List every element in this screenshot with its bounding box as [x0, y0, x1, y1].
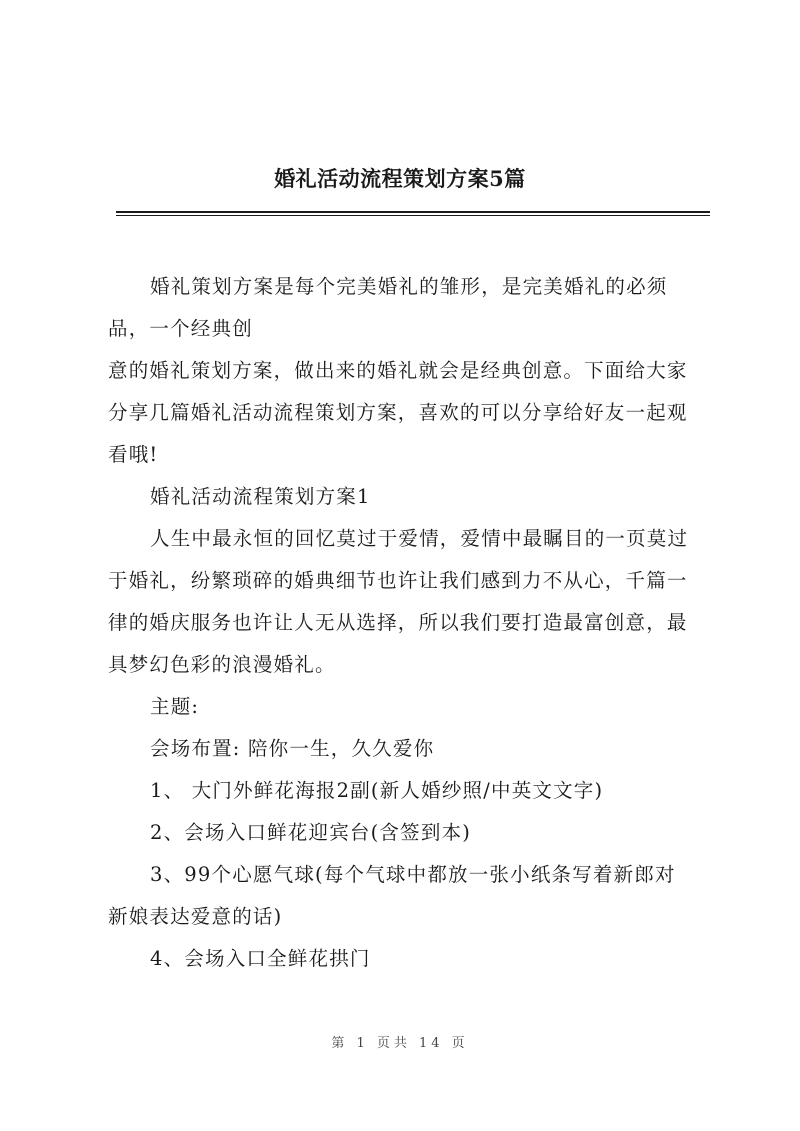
- body-line: 具梦幻色彩的浪漫婚礼。: [108, 653, 336, 676]
- body-line: 人生中最永恒的回忆莫过于爱情，爱情中最瞩目的一页莫过: [150, 527, 689, 550]
- list-item-continuation: 新娘表达爱意的话): [108, 905, 283, 928]
- list-item: 2、会场入口鲜花迎宾台(含签到本): [150, 821, 472, 844]
- title-divider-thin: [116, 215, 710, 216]
- title-divider-thick: [116, 211, 710, 213]
- theme-label: 主题:: [150, 695, 200, 718]
- document-title: 婚礼活动流程策划方案5篇: [274, 166, 526, 191]
- page-number: 第 1 页共 14 页: [331, 1036, 469, 1051]
- body-line: 分享几篇婚礼活动流程策划方案，喜欢的可以分享给好友一起观: [108, 401, 688, 424]
- body-line: 意的婚礼策划方案，做出来的婚礼就会是经典创意。下面给大家: [108, 359, 688, 382]
- body-line: 律的婚庆服务也许让人无从选择，所以我们要打造最富创意，最: [108, 611, 688, 634]
- list-item: 4、会场入口全鲜花拱门: [150, 947, 371, 970]
- list-item: 1、 大门外鲜花海报2副(新人婚纱照/中英文文字): [150, 779, 604, 802]
- venue-layout-line: 会场布置: 陪你一生，久久爱你: [150, 737, 435, 760]
- list-item: 3、99个心愿气球(每个气球中都放一张小纸条写着新郎对: [150, 863, 676, 886]
- body-line: 品，一个经典创: [108, 317, 253, 340]
- body-line: 于婚礼，纷繁琐碎的婚典细节也许让我们感到力不从心，千篇一: [108, 569, 688, 592]
- body-line: 看哦!: [108, 443, 159, 466]
- body-line: 婚礼策划方案是每个完美婚礼的雏形，是完美婚礼的必须: [150, 275, 668, 298]
- section-heading: 婚礼活动流程策划方案1: [150, 485, 371, 508]
